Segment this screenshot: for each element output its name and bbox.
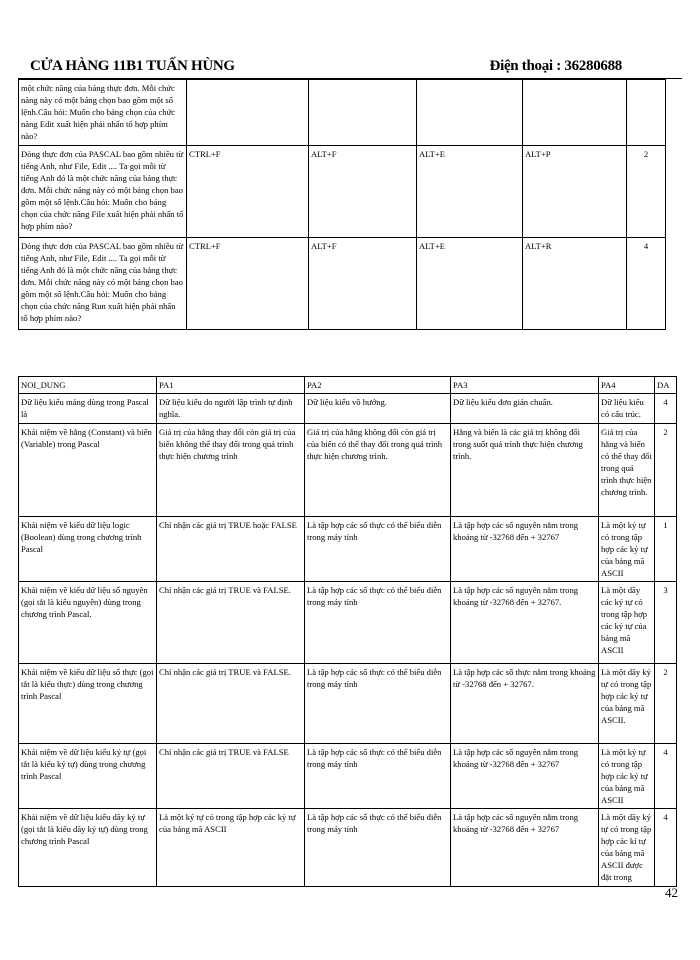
cell-pa4: Là một ký tự có trong tập hợp các ký tự của bảng mã ASCII xyxy=(599,744,655,809)
cell-noi-dung: Khái niệm về dữ liệu kiểu dãy ký tự (gọi tắt là kiểu dãy ký tự) dùng trong chương trình Pascal xyxy=(19,809,157,887)
cell-da: 4 xyxy=(655,809,677,887)
cell-pa1: CTRL+F xyxy=(187,146,309,238)
cell-pa4: ALT+R xyxy=(523,238,627,330)
phone-number: Điện thoại : 36280688 xyxy=(489,58,622,74)
cell-pa2: Là tập hợp các số thực có thể biểu diễn trong máy tính xyxy=(305,809,451,887)
table-header-row xyxy=(19,377,677,394)
cell-da: 2 xyxy=(655,664,677,744)
cell-pa3: Dữ liệu kiểu đơn giản chuẩn. xyxy=(451,394,599,424)
cell-pa2: Là tập hợp các số thực có thể biểu diễn trong máy tính xyxy=(305,744,451,809)
cell-noi-dung: Khái niệm về hằng (Constant) và biến (Variable) trong Pascal xyxy=(19,424,157,517)
cell-pa1: Chỉ nhận các giá trị TRUE và FALSE xyxy=(157,744,305,809)
cell-pa1 xyxy=(187,80,309,146)
cell-pa4 xyxy=(523,80,627,146)
header-noi-dung: NOI_DUNG xyxy=(19,377,157,394)
cell-da: 2 xyxy=(627,146,666,238)
cell-pa4: Dữ liệu kiểu có cấu trúc. xyxy=(599,394,655,424)
cell-noi-dung: Khái niệm về dữ liệu kiểu ký tự (gọi tắt là kiểu ký tự) dùng trong chương trình Pascal xyxy=(19,744,157,809)
cell-pa3 xyxy=(417,80,523,146)
cell-pa1: Dữ liệu kiểu do người lập trình tự định nghĩa. xyxy=(157,394,305,424)
main-question-table xyxy=(18,376,677,887)
cell-pa4: Giá trị của hằng và biến có thể thay đổi trong quá trình thực hiện chương trình. xyxy=(599,424,655,517)
cell-noi-dung: Khái niệm về kiểu dữ liệu logic (Boolean) dùng trong chương trình Pascal xyxy=(19,517,157,582)
cell-noi-dung: Dòng thực đơn của PASCAL bao gồm nhiều từ tiếng Anh, như File, Edit .... Ta gọi mỗi từ tiếng Anh đó là một chức năng của bảng thực đơn. Mỗi chức năng này có một bảng chọn bao gồm một số lệnh.Câu hỏi: Muốn cho bảng chọn của chức năng Run xuất hiện phải nhấn tổ hợp phím nào? xyxy=(19,238,187,330)
shop-name: CỬA HÀNG 11B1 TUẤN HÙNG xyxy=(30,58,235,74)
cell-pa4: ALT+P xyxy=(523,146,627,238)
table-row xyxy=(19,744,677,809)
cell-pa1: Chỉ nhận các giá trị TRUE hoặc FALSE xyxy=(157,517,305,582)
cell-pa4: Là một dãy ký tự có trong tập hợp các ký tự của bảng mã ASCII. xyxy=(599,664,655,744)
cell-noi-dung: một chức năng của bảng thực đơn. Mỗi chức năng này có một bảng chọn bao gồm một số lệnh.Câu hỏi: Muốn cho bảng chọn của chức năng Edit xuất hiện phải nhấn tổ hợp phím nào? xyxy=(19,80,187,146)
cell-pa3: Là tập hợp các số nguyên nằm trong khoảng từ -32768 đến + 32767. xyxy=(451,582,599,664)
header-pa3: PA3 xyxy=(451,377,599,394)
cell-pa3: ALT+E xyxy=(417,238,523,330)
cell-pa3: Là tập hợp các số nguyên nằm trong khoảng từ -32768 đến + 32767 xyxy=(451,809,599,887)
cell-pa1: CTRL+F xyxy=(187,238,309,330)
cell-pa2: Là tập hợp các số thực có thể biểu diễn trong máy tính xyxy=(305,517,451,582)
cell-pa3: Là tập hợp các số thực nằm trong khoảng từ -32768 đến + 32767. xyxy=(451,664,599,744)
table-row xyxy=(19,394,677,424)
cell-noi-dung: Dữ liệu kiểu mảng dùng trong Pascal là xyxy=(19,394,157,424)
table-row xyxy=(19,424,677,517)
cell-noi-dung: Khái niệm về kiểu dữ liệu số thực (gọi tắt là kiểu thực) dùng trong chương trình Pascal xyxy=(19,664,157,744)
cell-pa2 xyxy=(309,80,417,146)
table-row xyxy=(19,517,677,582)
cell-pa1: Chỉ nhận các giá trị TRUE và FALSE. xyxy=(157,664,305,744)
cell-pa1: Giá trị của hằng thay đổi còn giá trị của biến không thể thay đổi trong quá trình thực hiện chương trình xyxy=(157,424,305,517)
table-row xyxy=(19,664,677,744)
cell-pa3: Là tập hợp các số nguyên nằm trong khoảng từ -32768 đến + 32767 xyxy=(451,517,599,582)
cell-da: 3 xyxy=(655,582,677,664)
cell-da: 4 xyxy=(655,394,677,424)
table-row xyxy=(19,582,677,664)
cell-da: 2 xyxy=(655,424,677,517)
cell-noi-dung: Khái niệm về kiểu dữ liệu số nguyên (gọi tắt là kiểu nguyên) dùng trong chương trình Pascal. xyxy=(19,582,157,664)
header-da: DA xyxy=(655,377,677,394)
cell-pa2: Là tập hợp các số thực có thể biểu diễn trong máy tính xyxy=(305,664,451,744)
top-question-table xyxy=(18,79,666,330)
cell-pa2: Giá trị của hằng không đổi còn giá trị của biến có thể thay đổi trong quá trình thực hiện chương trình. xyxy=(305,424,451,517)
cell-pa1: Là một ký tự có trong tập hợp các ký tự của bảng mã ASCII xyxy=(157,809,305,887)
cell-pa4: Là một ký tự có trong tập hợp các ký tự của bảng mã ASCII xyxy=(599,517,655,582)
table-row xyxy=(19,80,666,146)
cell-pa3: Là tập hợp các số nguyên nằm trong khoảng từ -32768 đến + 32767 xyxy=(451,744,599,809)
cell-pa4: Là một dãy các ký tự có trong tập hợp các ký tự của bảng mã ASCII xyxy=(599,582,655,664)
cell-pa2: ALT+F xyxy=(309,146,417,238)
cell-noi-dung: Dòng thực đơn của PASCAL bao gồm nhiều từ tiếng Anh, như File, Edit .... Ta gọi mỗi từ tiếng Anh đó là một chức năng của bảng thực đơn. Mỗi chức năng này có một bảng chọn bao gồm một số lệnh.Câu hỏi: Muốn cho bảng chọn của chức năng File xuất hiện phải nhấn tổ hợp phím nào? xyxy=(19,146,187,238)
header-pa4: PA4 xyxy=(599,377,655,394)
cell-da: 1 xyxy=(655,517,677,582)
page-header xyxy=(22,58,682,80)
cell-pa4: Là một dãy ký tự có trong tập hợp các kí tự của bảng mã ASCII được đặt trong xyxy=(599,809,655,887)
table-row xyxy=(19,238,666,330)
cell-pa1: Chỉ nhận các giá trị TRUE và FALSE. xyxy=(157,582,305,664)
cell-pa2: ALT+F xyxy=(309,238,417,330)
cell-da: 4 xyxy=(655,744,677,809)
page-number: 42 xyxy=(665,885,678,900)
cell-da xyxy=(627,80,666,146)
header-pa1: PA1 xyxy=(157,377,305,394)
table-row xyxy=(19,809,677,887)
cell-pa3: Hằng và biến là các giá trị không đổi trong suốt quá trình thực hiện chương trình. xyxy=(451,424,599,517)
header-pa2: PA2 xyxy=(305,377,451,394)
cell-da: 4 xyxy=(627,238,666,330)
cell-pa3: ALT+E xyxy=(417,146,523,238)
cell-pa2: Dữ liệu kiểu vô hướng. xyxy=(305,394,451,424)
cell-pa2: Là tập hợp các số thực có thể biểu diễn trong máy tính xyxy=(305,582,451,664)
table-row xyxy=(19,146,666,238)
